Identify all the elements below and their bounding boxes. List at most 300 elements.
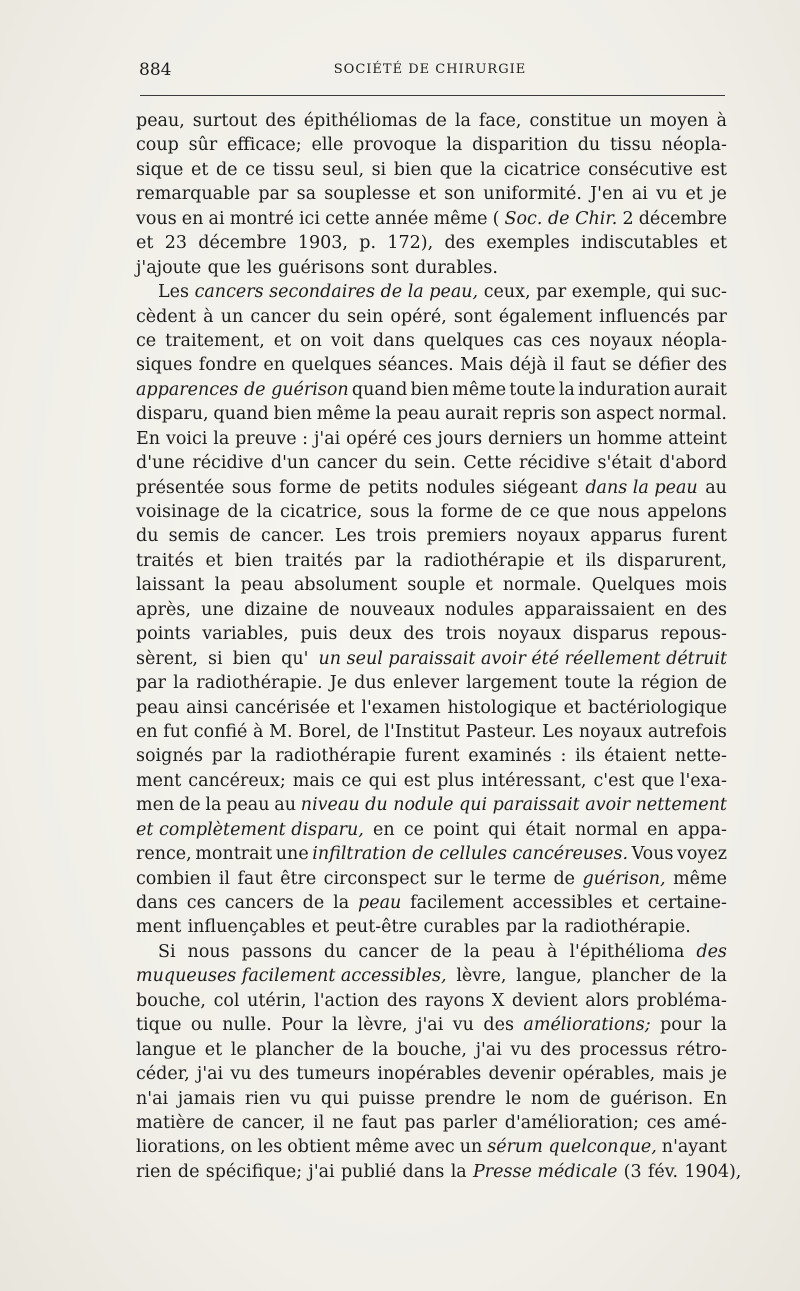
word: de (179, 795, 201, 816)
italic-word: Soc. de Chir. (504, 208, 618, 229)
italic-word: apparences de guérison (136, 379, 349, 400)
word: de (342, 1039, 364, 1060)
word: opéré, (390, 306, 447, 327)
word: au (274, 795, 296, 816)
word: région (640, 673, 699, 694)
word: sèrent, (136, 648, 198, 669)
running-head: SOCIÉTÉ DE CHIRURGIE (333, 62, 527, 77)
word: combien (136, 868, 212, 889)
word: la (463, 941, 480, 962)
word: déjà (509, 355, 547, 376)
word: ces (186, 893, 216, 913)
word: laissant (136, 575, 205, 596)
word: vous (136, 208, 177, 229)
word: radiothérapie. (564, 917, 691, 938)
word: tique (136, 1015, 182, 1036)
word: de (705, 673, 727, 694)
word: faut (361, 1112, 397, 1133)
word: face, (478, 111, 522, 131)
word: la (250, 746, 267, 767)
word: le (505, 1088, 522, 1109)
word: des (540, 1039, 571, 1060)
word: lèvre, (456, 966, 507, 987)
text-line (136, 1013, 727, 1037)
word: la (214, 575, 231, 596)
text-line (136, 353, 727, 377)
word: des (386, 990, 418, 1011)
word: Je (329, 673, 348, 694)
text-line (136, 573, 727, 597)
word: nodules (425, 477, 496, 498)
word: utérin, (247, 990, 307, 1011)
word: deux (349, 624, 392, 645)
word: surtout (192, 111, 258, 131)
word: étaient (604, 746, 667, 767)
word: noyaux (578, 721, 643, 742)
word: ment (136, 770, 182, 791)
word: des (444, 233, 476, 254)
word: n'ayant (661, 1137, 727, 1158)
word: mais (662, 1064, 705, 1085)
word: probléma- (636, 990, 727, 1011)
word: examinés (468, 746, 552, 767)
italic-word: infiltration de cellules cancéreuses. (312, 844, 629, 865)
word: ce (403, 819, 425, 840)
word: l'Institut Pasteur. (384, 721, 537, 742)
word: ainsi (186, 697, 229, 718)
word: souplesse (324, 184, 411, 205)
word: j'ai (417, 1015, 444, 1036)
word: et (190, 159, 209, 180)
word: à (253, 721, 264, 742)
italic-word: niveau du nodule qui paraissait avoir nettement (300, 795, 727, 816)
word: indiscutables (580, 233, 699, 254)
word: lèvre, (357, 1015, 408, 1036)
word: de (679, 966, 702, 987)
word: cas (513, 330, 543, 351)
word: qui (368, 770, 397, 791)
word: de (430, 941, 452, 962)
word: Mais (460, 355, 504, 376)
word: d'une (136, 453, 185, 474)
word: année (374, 208, 429, 229)
word: noyaux (589, 330, 653, 351)
text-line (136, 427, 727, 451)
word: bien (393, 159, 433, 180)
word: également (498, 306, 593, 327)
text-line (136, 549, 727, 573)
word: et (418, 184, 437, 205)
word: des (696, 599, 727, 620)
word: peau (226, 795, 270, 816)
word: ce (245, 159, 266, 180)
word: peau (136, 697, 180, 718)
word: qui (488, 819, 517, 840)
word: vu (656, 184, 678, 205)
word: bien (234, 550, 274, 571)
word: points (136, 624, 191, 645)
word: avec (414, 1137, 455, 1158)
word: quand (213, 404, 269, 425)
word: cicatrice (503, 159, 581, 180)
word: sont (370, 257, 409, 278)
word: même (316, 404, 371, 425)
word: tissu (610, 135, 652, 156)
word: Pour (281, 1015, 323, 1036)
word: radiothérapie (275, 746, 396, 767)
word: processus (579, 1039, 668, 1060)
word: appelons (647, 502, 727, 522)
word: seul, (322, 159, 365, 180)
word: ai (208, 208, 225, 229)
word: noyaux (516, 526, 580, 547)
word: du (136, 526, 159, 547)
word: voisinage (136, 502, 220, 522)
word: siégeant (502, 477, 578, 498)
italic-word: peau (358, 893, 402, 913)
word: même (355, 1137, 410, 1158)
word: ne (332, 1112, 354, 1133)
text-line (136, 305, 727, 329)
word: ce (341, 770, 362, 791)
word: les (257, 1137, 283, 1158)
word: obtient (287, 1137, 351, 1158)
word: de (578, 1088, 601, 1109)
word: bouche, (396, 1039, 467, 1060)
word: de (500, 502, 523, 522)
word: en (263, 355, 285, 376)
word: sous (369, 502, 410, 522)
italic-word: dans la peau (585, 477, 698, 498)
word: : (560, 746, 567, 767)
word: quelques (291, 355, 372, 376)
word: décembre (638, 208, 727, 229)
word: se (612, 355, 632, 376)
word: et (709, 233, 727, 254)
word: décembre (198, 233, 287, 254)
word: opérables, (562, 1064, 656, 1085)
word: induration (577, 379, 671, 400)
word: même (433, 208, 488, 229)
word: plus (437, 770, 475, 791)
word: disparu, (136, 404, 209, 425)
word: ce (136, 330, 157, 351)
text-line (136, 378, 727, 402)
word: la peau (375, 404, 441, 425)
word: confié (193, 721, 248, 742)
word: X (491, 990, 505, 1011)
word: repris (502, 404, 556, 425)
word: (3 (623, 1161, 642, 1182)
word: intéressant, (481, 770, 587, 791)
word: d'un (270, 453, 310, 474)
word: par (696, 306, 727, 327)
word: circonspect (323, 868, 427, 889)
word: d'abord (659, 453, 727, 474)
word: ( (492, 208, 500, 229)
word: amé- (683, 1112, 727, 1133)
word: petits (368, 477, 419, 498)
word: bien (410, 379, 449, 400)
word: En (702, 1088, 727, 1109)
word: c'est (593, 770, 635, 791)
word: rétro- (676, 1039, 727, 1060)
word: cèdent (136, 306, 197, 327)
word: soignés (136, 746, 203, 767)
word: que l'exa- (641, 770, 727, 791)
word: atteint (668, 428, 727, 449)
word: fondre (198, 355, 257, 376)
word: du (317, 306, 340, 327)
word: l'examen (361, 697, 441, 718)
word: montrait (195, 844, 273, 865)
word: des (696, 355, 727, 376)
word: d'amélioration; (504, 1112, 640, 1133)
italic-word: un seul paraissait avoir été réellement détruit (318, 648, 727, 669)
word: de (215, 159, 238, 180)
text-line (136, 1111, 727, 1135)
word: nous (597, 502, 640, 522)
word: voyez (677, 844, 727, 865)
word: présentée (136, 477, 225, 498)
italic-word: améliorations; (523, 1015, 651, 1036)
word: forme (279, 477, 332, 498)
text-line (136, 793, 727, 817)
word: sont (453, 306, 492, 327)
word: cancérisée (234, 697, 331, 718)
word: un (568, 428, 591, 449)
word: sique (136, 159, 184, 180)
word: au (705, 477, 727, 498)
word: ici (298, 208, 320, 229)
word: défier (638, 355, 691, 376)
word: souple (407, 575, 466, 596)
word: nous (187, 941, 230, 962)
word: parler (442, 1112, 498, 1133)
word: certaine- (647, 893, 727, 913)
word: du (384, 453, 407, 474)
word: dans (402, 1161, 445, 1182)
text-line (136, 671, 727, 695)
word: quelques (423, 330, 505, 351)
word: quand (351, 379, 408, 400)
word: on (230, 1137, 253, 1158)
word: enlever (392, 673, 459, 694)
word: trois (375, 526, 417, 547)
word: 1904), (684, 1161, 742, 1182)
word: vu (452, 1015, 474, 1036)
word: la (417, 502, 434, 522)
word: langue (136, 1039, 197, 1060)
word: et (556, 550, 574, 571)
word: sa (296, 184, 317, 205)
word: nom (530, 1088, 570, 1109)
word: ces jours (402, 428, 483, 449)
word: sous (231, 477, 272, 498)
word: la (213, 428, 230, 449)
word: remarquable (136, 184, 251, 205)
word: spécifique; (205, 1161, 303, 1182)
word: autrefois (647, 721, 727, 742)
text-line (136, 1160, 742, 1184)
word: que (207, 257, 241, 278)
word: de (317, 599, 340, 620)
header-rule (140, 95, 725, 96)
word: Vous (631, 844, 674, 865)
word: rence, (136, 844, 192, 865)
word: si (371, 159, 387, 180)
word: Les (158, 282, 189, 303)
word: sein (347, 306, 384, 327)
word: montré (229, 208, 294, 229)
text-line (136, 1038, 727, 1062)
word: de (227, 502, 249, 522)
word: sein. (414, 453, 456, 474)
word: normal. (658, 404, 727, 425)
word: la (446, 135, 463, 156)
word: ment (136, 917, 182, 938)
word: ce (529, 502, 550, 522)
text-line (136, 109, 727, 133)
text-line (136, 818, 727, 842)
word: des (265, 111, 296, 131)
word: peau (240, 575, 284, 596)
word: à (203, 306, 214, 327)
word: radiothérapie. (196, 673, 323, 694)
word: jamais (177, 1088, 236, 1109)
word: 1903, (297, 233, 348, 254)
word: et (273, 330, 292, 351)
word: même (452, 379, 507, 400)
word: largement (466, 673, 558, 694)
word: ou (190, 1015, 213, 1036)
word: les (246, 257, 272, 278)
word: facilement (410, 893, 504, 913)
word: la (542, 917, 559, 938)
word: fév. (647, 1161, 679, 1182)
word: point (433, 819, 479, 840)
word: la (396, 550, 413, 571)
page-header (135, 56, 725, 86)
word: en (646, 819, 669, 840)
word: pour (660, 1015, 702, 1036)
word: passons (241, 941, 312, 962)
word: la (558, 379, 575, 400)
word: dans (136, 893, 178, 913)
word: et (563, 697, 581, 718)
word: je (711, 1064, 727, 1085)
text-line (136, 524, 727, 548)
word: la (450, 1161, 467, 1182)
word: la (710, 966, 727, 987)
word: de (425, 111, 447, 131)
word: une (275, 844, 309, 865)
word: traités (284, 550, 343, 571)
word: dizaine (244, 599, 308, 620)
word: est (403, 770, 431, 791)
word: que (557, 502, 591, 522)
text-line (136, 476, 727, 500)
word: aurait (444, 404, 499, 425)
word: Les (542, 721, 574, 742)
word: trois (445, 624, 487, 645)
word: efficace; (227, 135, 302, 156)
word: derniers (488, 428, 563, 449)
word: peut-être (335, 917, 418, 938)
word: toute (509, 379, 556, 400)
word: langue, (516, 966, 582, 987)
word: devient (511, 990, 578, 1011)
word: de (177, 1161, 200, 1182)
word: la (372, 1039, 389, 1060)
word: être (280, 868, 317, 889)
word: qui (657, 282, 686, 303)
word: la (333, 893, 350, 913)
word: de (229, 526, 251, 547)
word: récidive (518, 453, 591, 474)
word: homme (596, 428, 663, 449)
text-line (136, 696, 727, 720)
word: vu (290, 1088, 312, 1109)
word: constitue (529, 111, 612, 131)
word: la (710, 1015, 727, 1036)
word: et (204, 1039, 223, 1060)
word: apparaissaient (524, 599, 655, 620)
word: tissu (272, 159, 315, 180)
word: furent (404, 746, 460, 767)
word: 2 (622, 208, 634, 229)
word: disparus (572, 624, 649, 645)
word: on (300, 330, 322, 351)
word: forme (440, 502, 494, 522)
word: furent (672, 526, 727, 547)
word: cancer (316, 453, 377, 474)
word: sûr (188, 135, 218, 156)
word: bien (232, 648, 272, 669)
word: néopla- (661, 135, 727, 156)
text-line (136, 720, 727, 744)
word: par (258, 184, 289, 205)
word: variables, (202, 624, 289, 645)
word: p. (359, 233, 377, 254)
word: radiothérapie (423, 550, 545, 571)
text-line (136, 207, 727, 231)
word: par (505, 917, 536, 938)
word: Cette (463, 453, 512, 474)
word: son (560, 404, 592, 425)
word: par (354, 550, 385, 571)
word: publié (340, 1161, 397, 1182)
word: plancher (255, 1039, 334, 1060)
word: et (685, 184, 703, 205)
word: son (444, 184, 476, 205)
word: dans (372, 330, 415, 351)
word: coup (136, 135, 179, 156)
word: matière (136, 1112, 205, 1133)
word: aurait (673, 379, 727, 400)
italic-word: sérum quelconque, (487, 1137, 657, 1158)
word: disparition (472, 135, 568, 156)
word: col (213, 990, 240, 1011)
word: moyen (649, 111, 709, 131)
word: peau, (136, 111, 185, 131)
word: nulle. (222, 1015, 272, 1036)
word: opéré (346, 428, 397, 449)
text-line (136, 158, 727, 182)
word: fut (163, 721, 189, 742)
word: de (302, 893, 325, 913)
word: j'ai (196, 1064, 224, 1085)
